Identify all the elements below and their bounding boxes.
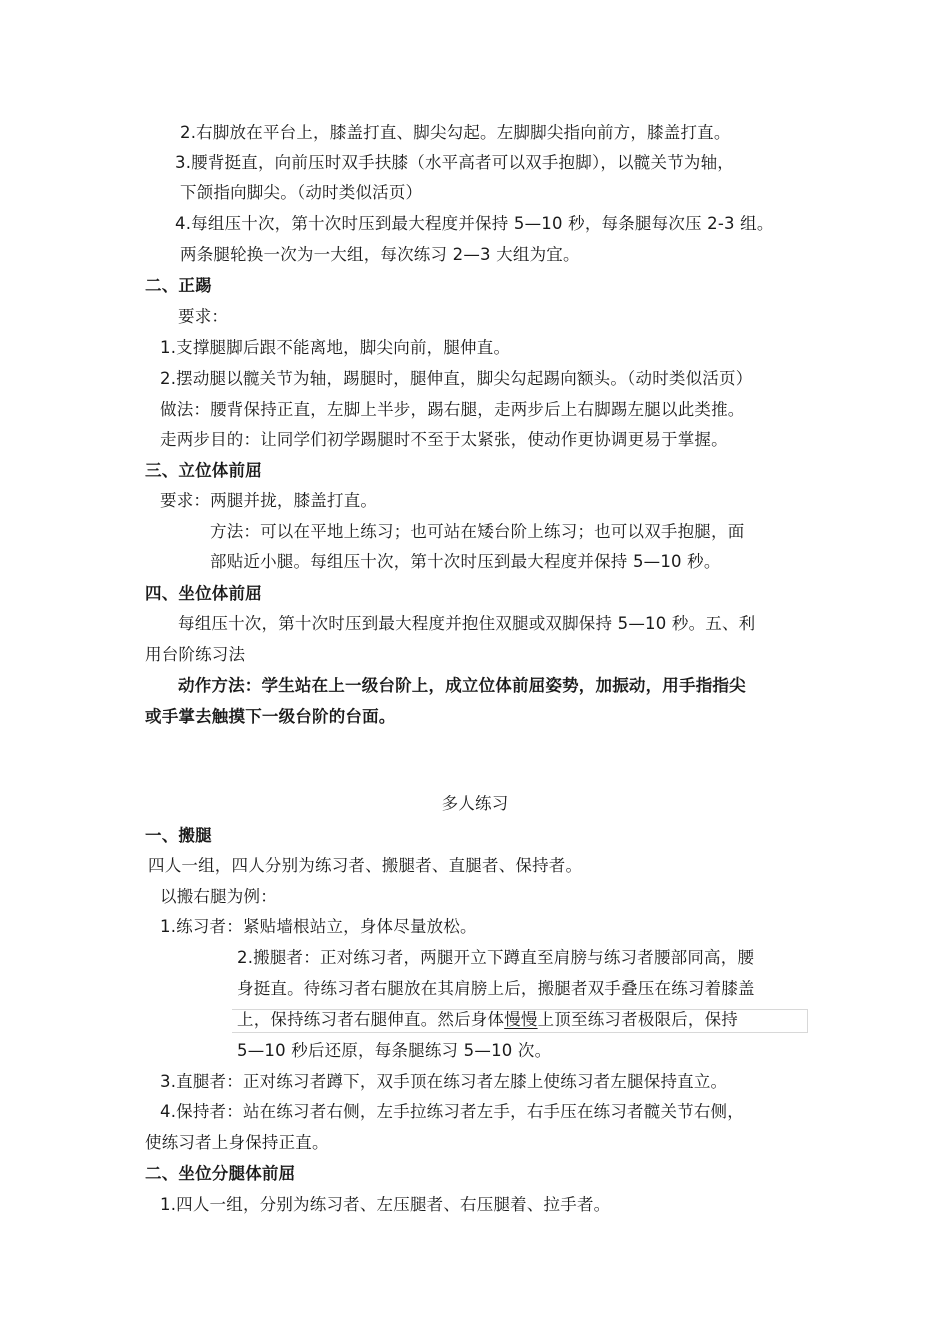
text-line: 1.支撑腿脚后跟不能离地，脚尖向前，腿伸直。 (160, 338, 511, 357)
text-line: 3.腰背挺直，向前压时双手扶膝（水平高者可以双手抱脚），以髋关节为轴， (175, 153, 734, 172)
text-line (237, 1010, 738, 1030)
text-line: 做法：腰背保持正直，左脚上半步，踢右腿，走两步后上右脚踢左腿以此类推。 (160, 400, 745, 419)
text-line-bold: 或手掌去触摸下一级台阶的台面。 (145, 707, 396, 726)
text-line: 以搬右腿为例： (160, 887, 277, 906)
text-line: 2.右脚放在平台上，膝盖打直、脚尖勾起。左脚脚尖指向前方，膝盖打直。 (180, 123, 731, 142)
text-line: 3.直腿者：正对练习者蹲下，双手顶在练习者左膝上使练习者左腿保持直立。 (160, 1072, 728, 1091)
text-segment: 上，保持练习者右腿伸直。然后身体 (237, 1010, 505, 1029)
section-heading: 三、立位体前屈 (145, 461, 262, 480)
text-segment: 上顶至练习者极限后，保持 (537, 1010, 739, 1029)
text-line: 要求： (178, 307, 229, 326)
section-heading: 一、搬腿 (145, 826, 212, 845)
text-line: 用台阶练习法 (145, 645, 246, 664)
text-line: 方法：可以在平地上练习；也可站在矮台阶上练习；也可以双手抱腿，面 (210, 522, 745, 541)
section-heading: 二、坐位分腿体前屈 (145, 1164, 296, 1183)
text-line: 1.练习者：紧贴墙根站立，身体尽量放松。 (160, 917, 477, 936)
text-line: 4.保持者：站在练习者右侧，左手拉练习者左手，右手压在练习者髋关节右侧， (160, 1102, 744, 1121)
underlined-word: 慢慢 (504, 1010, 538, 1029)
text-line: 4.每组压十次，第十次时压到最大程度并保持 5—10 秒，每条腿每次压 2-3 组。 (175, 214, 774, 233)
text-line: 2.搬腿者：正对练习者，两腿开立下蹲直至肩膀与练习者腰部同高，腰 (237, 948, 755, 967)
text-line: 每组压十次，第十次时压到最大程度并抱住双腿或双脚保持 5—10 秒。五、利 (178, 614, 756, 633)
section-heading: 二、正踢 (145, 276, 212, 295)
text-line: 四人一组，四人分别为练习者、搬腿者、直腿者、保持者。 (148, 856, 583, 875)
text-line: 5—10 秒后还原，每条腿练习 5—10 次。 (237, 1041, 552, 1060)
text-line: 使练习者上身保持正直。 (145, 1133, 329, 1152)
section-heading: 四、坐位体前屈 (145, 584, 262, 603)
section-title: 多人练习 (441, 794, 509, 813)
text-line: 两条腿轮换一次为一大组，每次练习 2—3 大组为宜。 (180, 245, 580, 264)
text-line: 下颌指向脚尖。（动时类似活页） (180, 183, 423, 202)
text-line: 部贴近小腿。每组压十次，第十次时压到最大程度并保持 5—10 秒。 (210, 552, 721, 571)
text-line: 走两步目的：让同学们初学踢腿时不至于太紧张，使动作更协调更易于掌握。 (160, 430, 728, 449)
text-line: 1.四人一组，分别为练习者、左压腿者、右压腿着、拉手者。 (160, 1195, 611, 1214)
text-line: 2.摆动腿以髋关节为轴，踢腿时，腿伸直，脚尖勾起踢向额头。（动时类似活页） (160, 369, 753, 388)
text-line: 要求：两腿并拢，膝盖打直。 (160, 491, 378, 510)
text-line-bold: 动作方法：学生站在上一级台阶上，成立位体前屈姿势，加振动，用手指指尖 (178, 676, 746, 695)
text-line: 身挺直。待练习者右腿放在其肩膀上后，搬腿者双手叠压在练习着膝盖 (237, 979, 755, 998)
